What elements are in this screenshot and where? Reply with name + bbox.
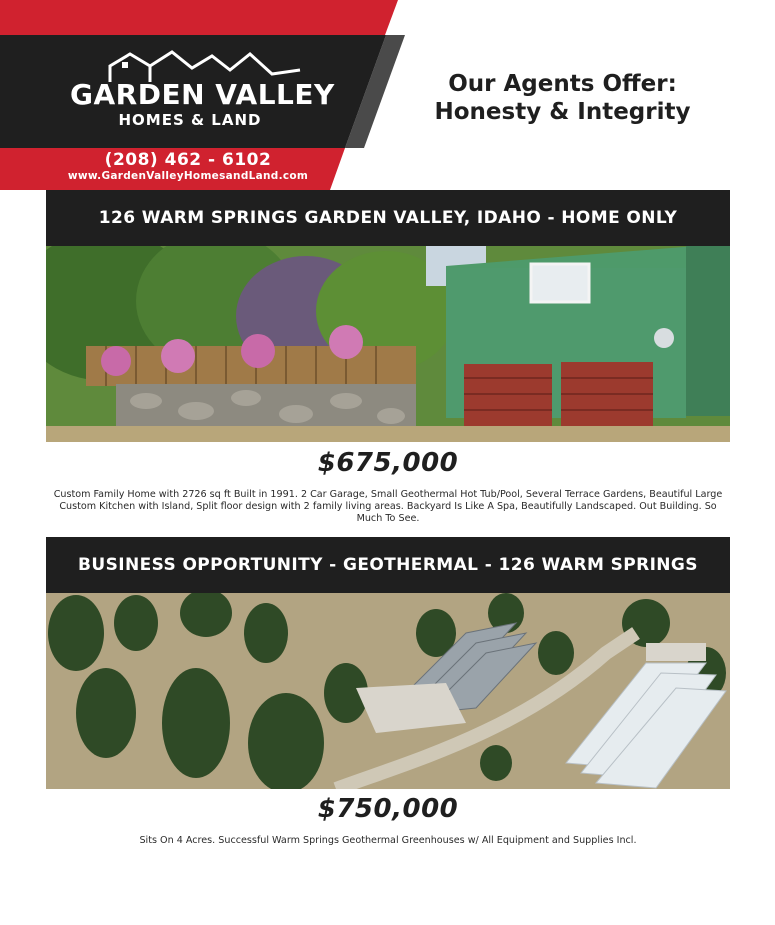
tagline: [405, 70, 720, 126]
tagline-line-2: Honesty & Integrity: [434, 99, 691, 125]
phone-number: (208) 462 - 6102: [104, 150, 272, 170]
website-url: www.GardenValleyHomesandLand.com: [67, 170, 309, 182]
listing-price-business: $750,000: [317, 794, 459, 824]
brand-name: GARDEN VALLEY: [70, 78, 335, 111]
listing-title-business: BUSINESS OPPORTUNITY - GEOTHERMAL - 126 WARM SPRINGS: [46, 537, 730, 593]
brand-subtitle: HOMES & LAND: [118, 111, 262, 129]
listing-price-home: $675,000: [317, 448, 459, 478]
company-logo: [60, 48, 335, 132]
tagline-line-1: Our Agents Offer:: [448, 71, 677, 97]
listing-description-business: Sits On 4 Acres. Successful Warm Springs Geothermal Greenhouses w/ All Equipment and Supplies Incl.: [139, 835, 637, 846]
listing-title-home: 126 WARM SPRINGS GARDEN VALLEY, IDAHO - HOME ONLY: [46, 190, 730, 246]
listing-description-home: Custom Family Home with 2726 sq ft Built in 1991. 2 Car Garage, Small Geothermal Hot Tub/Pool, Several Terrace Gardens, Beautiful Large Custom Kitchen with Island, Split floor design with 2 family living areas. Backyard Is Like A Spa, Beautifully Landscaped. Out Building. So Much To See.: [53, 489, 723, 524]
aerial-greenhouses-pine-trees-photo: [46, 593, 730, 789]
banner-red-top: [0, 0, 398, 35]
green-house-two-car-garage-stone-wall-photo: [46, 246, 730, 442]
